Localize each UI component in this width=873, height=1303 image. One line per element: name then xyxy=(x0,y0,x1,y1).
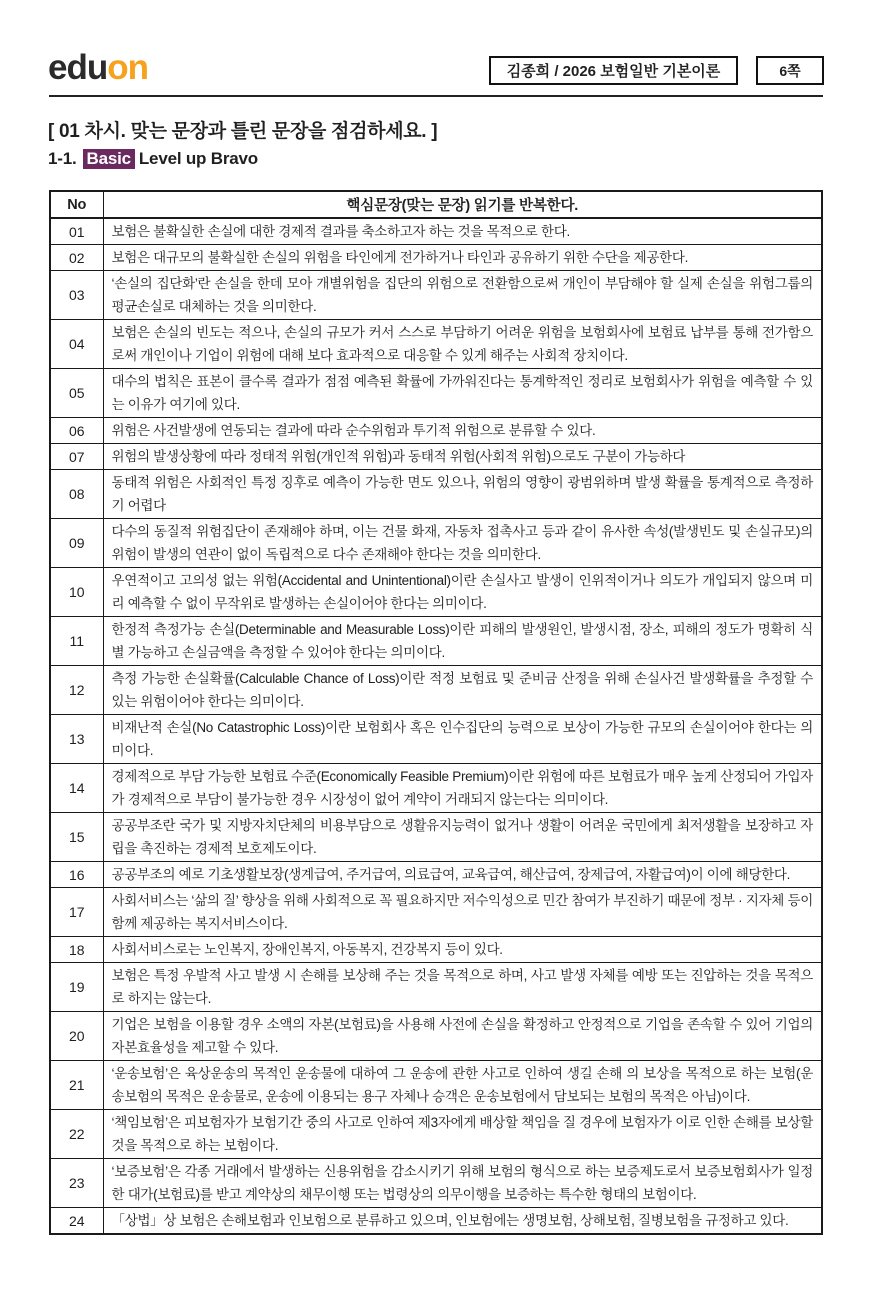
row-number: 21 xyxy=(50,1061,103,1110)
row-text: 대수의 법칙은 표본이 클수록 결과가 점점 예측된 확률에 가까워진다는 통계학적인 정리로 보험회사가 위험을 예측할 수 있는 이유가 여기에 있다. xyxy=(103,369,822,418)
row-text: ‘손실의 집단화’란 손실을 한데 모아 개별위험을 집단의 위험으로 전환함으로써 개인이 부담해야 할 실제 손실을 위험그룹의 평균손실로 대체하는 것을 의미한다. xyxy=(103,271,822,320)
row-number: 13 xyxy=(50,715,103,764)
row-text: 「상법」상 보험은 손해보험과 인보험으로 분류하고 있으며, 인보험에는 생명보험, 상해보험, 질병보험을 규정하고 있다. xyxy=(103,1208,822,1235)
row-number: 23 xyxy=(50,1159,103,1208)
row-text: ‘보증보험’은 각종 거래에서 발생하는 신용위험을 감소시키기 위해 보험의 형식으로 하는 보증제도로서 보증보험회사가 일정한 대가(보험료)를 받고 계약상의 채무이행 또는 법령상의 의무이행을 보증하는 특수한 형태의 보험이다. xyxy=(103,1159,822,1208)
table-row xyxy=(50,888,822,937)
table-row xyxy=(50,470,822,519)
table-row xyxy=(50,444,822,470)
subsection-rest: Level up Bravo xyxy=(138,149,258,168)
row-number: 09 xyxy=(50,519,103,568)
row-number: 20 xyxy=(50,1012,103,1061)
table-row xyxy=(50,369,822,418)
row-text: 공공부조의 예로 기초생활보장(생계급여, 주거급여, 의료급여, 교육급여, 해산급여, 장제급여, 자활급여)이 이에 해당한다. xyxy=(103,862,822,888)
logo-text-edu: edu xyxy=(48,48,108,87)
row-text: 우연적이고 고의성 없는 위험(Accidental and Unintentional)이란 손실사고 발생이 인위적이거나 의도가 개입되지 않으며 미리 예측할 수 없이 무작위로 발생하는 손실이어야 한다는 의미이다. xyxy=(103,568,822,617)
row-number: 01 xyxy=(50,218,103,245)
row-number: 06 xyxy=(50,418,103,444)
row-number: 05 xyxy=(50,369,103,418)
table-row xyxy=(50,963,822,1012)
row-text: 보험은 특정 우발적 사고 발생 시 손해를 보상해 주는 것을 목적으로 하며, 사고 발생 자체를 예방 또는 진압하는 것을 목적으로 하지는 않는다. xyxy=(103,963,822,1012)
row-number: 19 xyxy=(50,963,103,1012)
row-text: 측정 가능한 손실확률(Calculable Chance of Loss)이란 적정 보험료 및 준비금 산정을 위해 손실사건 발생확률을 추정할 수 있는 위험이어야 한다는 의미이다. xyxy=(103,666,822,715)
table-row xyxy=(50,1208,822,1235)
course-info-box: 김종희 / 2026 보험일반 기본이론 xyxy=(489,56,738,85)
row-number: 07 xyxy=(50,444,103,470)
row-number: 14 xyxy=(50,764,103,813)
row-text: 보험은 손실의 빈도는 적으나, 손실의 규모가 커서 스스로 부담하기 어려운 위험을 보험회사에 보험료 납부를 통해 전가함으로써 개인이나 기업이 위험에 대해 보다 효과적으로 대응할 수 있게 해주는 사회적 장치이다. xyxy=(103,320,822,369)
row-number: 22 xyxy=(50,1110,103,1159)
table-row xyxy=(50,1159,822,1208)
table-row xyxy=(50,245,822,271)
row-text: 사회서비스로는 노인복지, 장애인복지, 아동복지, 건강복지 등이 있다. xyxy=(103,937,822,963)
table-row xyxy=(50,813,822,862)
table-row xyxy=(50,764,822,813)
table-row xyxy=(50,320,822,369)
row-number: 17 xyxy=(50,888,103,937)
table-row xyxy=(50,418,822,444)
row-number: 03 xyxy=(50,271,103,320)
row-number: 02 xyxy=(50,245,103,271)
subsection-number: 1-1. xyxy=(48,149,77,168)
eduon-logo xyxy=(48,48,148,88)
row-number: 24 xyxy=(50,1208,103,1235)
column-header-no: No xyxy=(50,191,103,218)
table-row xyxy=(50,862,822,888)
row-number: 16 xyxy=(50,862,103,888)
table-row xyxy=(50,666,822,715)
row-number: 10 xyxy=(50,568,103,617)
row-number: 18 xyxy=(50,937,103,963)
subsection-title xyxy=(48,149,258,169)
row-text: 사회서비스는 ‘삶의 질’ 향상을 위해 사회적으로 꼭 필요하지만 저수익성으로 민간 참여가 부진하기 때문에 정부 · 지자체 등이 함께 제공하는 복지서비스이다. xyxy=(103,888,822,937)
table-row xyxy=(50,1012,822,1061)
table-row xyxy=(50,218,822,245)
row-text: 공공부조란 국가 및 지방자치단체의 비용부담으로 생활유지능력이 없거나 생활이 어려운 국민에게 최저생활을 보장하고 자립을 촉진하는 경제적 보호제도이다. xyxy=(103,813,822,862)
row-text: 보험은 불확실한 손실에 대한 경제적 결과를 축소하고자 하는 것을 목적으로 한다. xyxy=(103,218,822,245)
table-body xyxy=(50,218,822,1234)
table-row xyxy=(50,937,822,963)
page-number-box: 6쪽 xyxy=(756,56,824,85)
table-row xyxy=(50,519,822,568)
row-text: 위험의 발생상황에 따라 정태적 위험(개인적 위험)과 동태적 위험(사회적 위험)으로도 구분이 가능하다 xyxy=(103,444,822,470)
section-title: [ 01 차시. 맞는 문장과 틀린 문장을 점검하세요. ] xyxy=(48,121,438,142)
table-row xyxy=(50,1110,822,1159)
row-text: 비재난적 손실(No Catastrophic Loss)이란 보험회사 혹은 인수집단의 능력으로 보상이 가능한 규모의 손실이어야 한다는 의미이다. xyxy=(103,715,822,764)
table-row xyxy=(50,617,822,666)
row-text: ‘책임보험’은 피보험자가 보험기간 중의 사고로 인하여 제3자에게 배상할 책임을 질 경우에 보험자가 이로 인한 손해를 보상할 것을 목적으로 하는 보험이다. xyxy=(103,1110,822,1159)
row-number: 11 xyxy=(50,617,103,666)
basic-badge: Basic xyxy=(83,149,135,169)
row-text: 동태적 위험은 사회적인 특정 징후로 예측이 가능한 면도 있으나, 위험의 영향이 광범위하며 발생 확률을 통계적으로 측정하기 어렵다 xyxy=(103,470,822,519)
logo-text-on: on xyxy=(107,48,148,87)
row-text: 기업은 보험을 이용할 경우 소액의 자본(보험료)을 사용해 사전에 손실을 확정하고 안정적으로 기업을 존속할 수 있어 기업의 자본효율성을 제고할 수 있다. xyxy=(103,1012,822,1061)
row-text: 보험은 대규모의 불확실한 손실의 위험을 타인에게 전가하거나 타인과 공유하기 위한 수단을 제공한다. xyxy=(103,245,822,271)
table-row xyxy=(50,1061,822,1110)
row-number: 08 xyxy=(50,470,103,519)
table-header xyxy=(50,191,822,218)
table-row xyxy=(50,568,822,617)
table-header-row xyxy=(50,191,822,218)
row-number: 15 xyxy=(50,813,103,862)
row-text: ‘운송보험’은 육상운송의 목적인 운송물에 대하여 그 운송에 관한 사고로 인하여 생길 손해 의 보상을 목적으로 하는 보험(운송보험의 목적은 운송물로, 운송에 이용되는 용구 자체나 승객은 운송보험에서 담보되는 보험의 목적은 아님)이다. xyxy=(103,1061,822,1110)
row-number: 04 xyxy=(50,320,103,369)
row-text: 위험은 사건발생에 연동되는 결과에 따라 순수위험과 투기적 위험으로 분류할 수 있다. xyxy=(103,418,822,444)
table-row xyxy=(50,715,822,764)
row-number: 12 xyxy=(50,666,103,715)
row-text: 다수의 동질적 위험집단이 존재해야 하며, 이는 건물 화재, 자동차 접촉사고 등과 같이 유사한 속성(발생빈도 및 손실규모)의 위험이 발생의 연관이 없이 독립적으로 다수 존재해야 한다는 것을 의미한다. xyxy=(103,519,822,568)
header-divider xyxy=(49,95,823,97)
key-sentences-table xyxy=(49,190,823,1235)
row-text: 경제적으로 부담 가능한 보험료 수준(Economically Feasible Premium)이란 위험에 따른 보험료가 매우 높게 산정되어 가입자가 경제적으로 부담이 불가능한 경우 시장성이 없어 계약이 거래되지 않는다는 의미이다. xyxy=(103,764,822,813)
table-row xyxy=(50,271,822,320)
column-header-content: 핵심문장(맞는 문장) 읽기를 반복한다. xyxy=(103,191,822,218)
row-text: 한정적 측정가능 손실(Determinable and Measurable Loss)이란 피해의 발생원인, 발생시점, 장소, 피해의 정도가 명확히 식별 가능하고 손실금액을 측정할 수 있어야 한다는 의미이다. xyxy=(103,617,822,666)
